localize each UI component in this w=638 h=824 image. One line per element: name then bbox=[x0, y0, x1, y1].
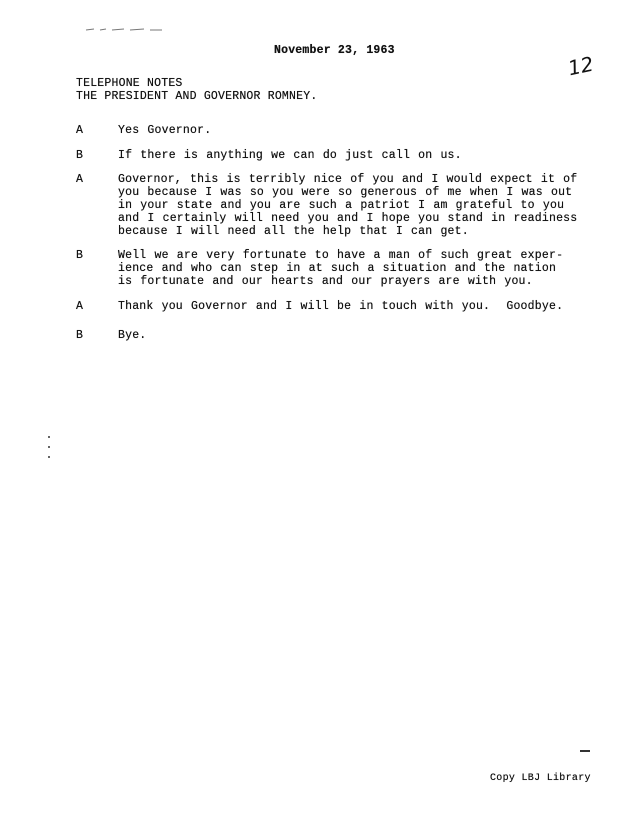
margin-speck bbox=[48, 446, 50, 448]
margin-speck bbox=[48, 456, 50, 458]
document-date: November 23, 1963 bbox=[274, 44, 395, 57]
speaker-remark: Yes Governor. bbox=[118, 124, 212, 137]
handwritten-page-number: 12 bbox=[565, 51, 596, 81]
corner-mark bbox=[580, 750, 590, 752]
speaker-remark: If there is anything we can do just call on us. bbox=[118, 149, 462, 162]
speaker-remark: Bye. bbox=[118, 329, 147, 342]
speaker-label: B bbox=[76, 249, 84, 262]
speaker-label: A bbox=[76, 173, 84, 186]
speaker-label: B bbox=[76, 329, 84, 342]
speaker-label: A bbox=[76, 124, 84, 137]
margin-speck bbox=[48, 436, 50, 438]
document-subtitle: THE PRESIDENT AND GOVERNOR ROMNEY. bbox=[76, 90, 318, 103]
speaker-remark: Well we are very fortunate to have a man of such great exper- ience and who can step in at such a situation and the nation is fortunate and our hearts and our prayers are with you. bbox=[118, 249, 564, 288]
scan-smudge bbox=[84, 26, 164, 32]
speaker-label: A bbox=[76, 300, 84, 313]
archive-footer: Copy LBJ Library bbox=[490, 773, 591, 784]
speaker-remark: Thank you Governor and I will be in touch with you. Goodbye. bbox=[118, 300, 564, 313]
document-title: TELEPHONE NOTES bbox=[76, 77, 183, 90]
speaker-remark: Governor, this is terribly nice of you and I would expect it of you because I was so you were so generous of me when I was out in your state and you are such a patriot I am grateful to you and I certainly will need you and I hope you stand in readiness because I will need all the help that I can get. bbox=[118, 173, 578, 238]
speaker-label: B bbox=[76, 149, 84, 162]
